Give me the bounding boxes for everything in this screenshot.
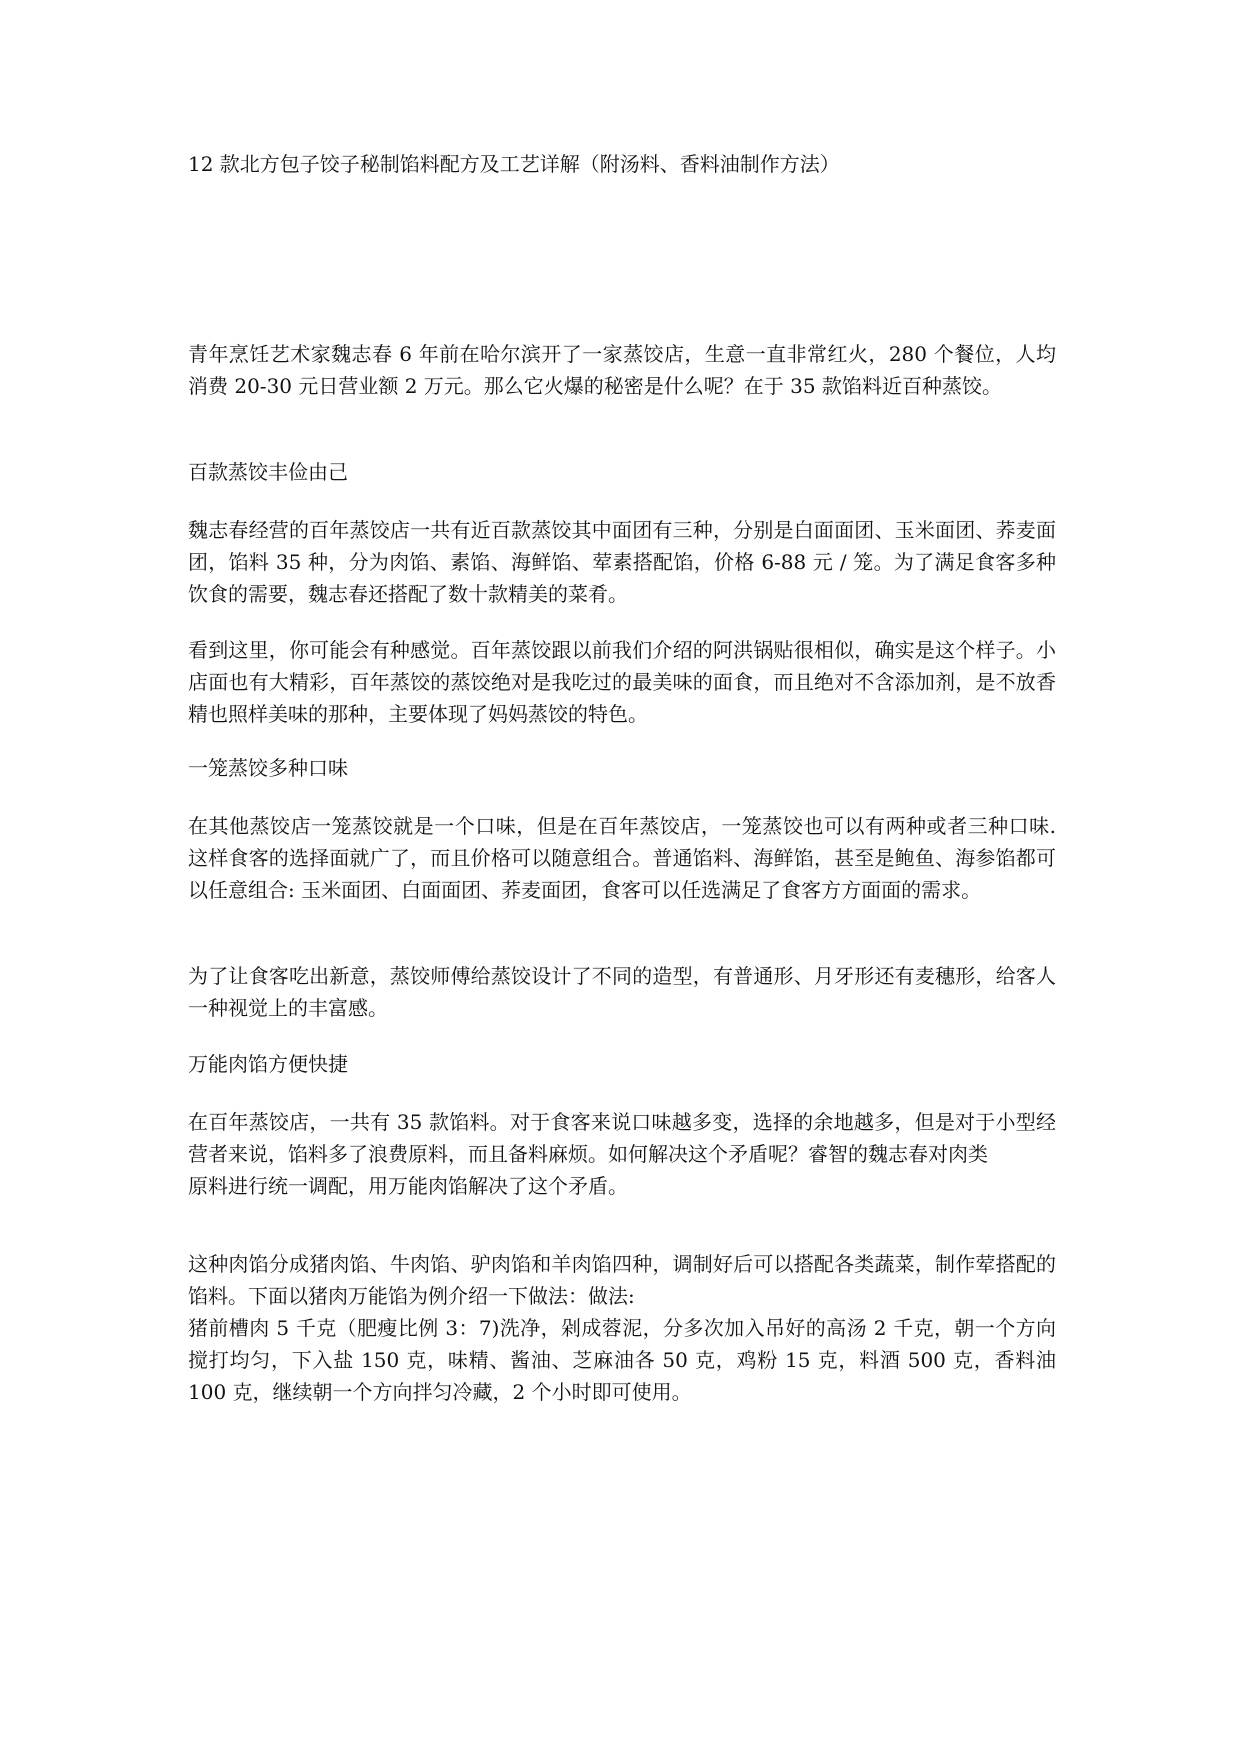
paragraph-text: 魏志春经营的百年蒸饺店一共有近百款蒸饺其中面团有三种，分别是白面面团、玉米面团、荞麦面团，馅料 35 种，分为肉馅、素馅、海鲜馅、荤素搭配馅，价格 6-88 元 / 笼。为了满足食客多种饮食的需要，魏志春还搭配了数十款精美的菜肴。 <box>188 518 1056 606</box>
section-heading-1: 百款蒸饺丰俭由己 <box>188 460 348 484</box>
paragraph-7 <box>188 1248 1056 1408</box>
paragraph-text: 为了让食客吃出新意，蒸饺师傅给蒸饺设计了不同的造型，有普通形、月牙形还有麦穗形，给客人一种视觉上的丰富感。 <box>188 964 1056 1020</box>
paragraph-text: 原料进行统一调配，用万能肉馅解决了这个矛盾。 <box>188 1174 628 1198</box>
paragraph-5 <box>188 960 1056 1024</box>
paragraph-text: 青年烹饪艺术家魏志春 6 年前在哈尔滨开了一家蒸饺店，生意一直非常红火，280 个餐位，人均消费 20-30 元日营业额 2 万元。那么它火爆的秘密是什么呢？在于 35 款馅料近百种蒸饺。 <box>188 342 1056 398</box>
paragraph-6 <box>188 1106 1056 1202</box>
paragraph-text: 在其他蒸饺店一笼蒸饺就是一个口味，但是在百年蒸饺店，一笼蒸饺也可以有两种或者三种口味. 这样食客的选择面就广了，而且价格可以随意组合。普通馅料、海鲜馅，甚至是鲍鱼、海参馅都可以任意组合: 玉米面团、白面面团、荞麦面团，食客可以任选满足了食客方方面面的需求。 <box>188 814 1056 902</box>
paragraph-3 <box>188 634 1056 730</box>
paragraph-text: 在百年蒸饺店，一共有 35 款馅料。对于食客来说口味越多变，选择的余地越多，但是对于小型经营者来说，馅料多了浪费原料，而且备料麻烦。如何解决这个矛盾呢？睿智的魏志春对肉类 <box>188 1110 1056 1166</box>
paragraph-2 <box>188 514 1056 610</box>
paragraph-text: 看到这里，你可能会有种感觉。百年蒸饺跟以前我们介绍的阿洪锅贴很相似，确实是这个样子。小店面也有大精彩，百年蒸饺的蒸饺绝对是我吃过的最美味的面食，而且绝对不含添加剂，是不放香精也照样美味的那种，主要体现了妈妈蒸饺的特色。 <box>188 638 1056 726</box>
section-heading-3: 万能肉馅方便快捷 <box>188 1052 348 1076</box>
paragraph-text: 猪前槽肉 5 千克（肥瘦比例 3：7)洗净，剁成蓉泥，分多次加入吊好的高汤 2 千克，朝一个方向搅打均匀，下入盐 150 克，味精、酱油、芝麻油各 50 克，鸡粉 15 克，料酒 500 克，香料油 100 克，继续朝一个方向拌匀冷藏，2 个小时即可使用。 <box>188 1316 1056 1404</box>
paragraph-intro <box>188 338 1056 402</box>
section-heading-2: 一笼蒸饺多种口味 <box>188 756 348 780</box>
document-title: 12 款北方包子饺子秘制馅料配方及工艺详解（附汤料、香料油制作方法） <box>188 152 840 176</box>
paragraph-4 <box>188 810 1056 906</box>
paragraph-text: 这种肉馅分成猪肉馅、牛肉馅、驴肉馅和羊肉馅四种，调制好后可以搭配各类蔬菜，制作荤搭配的馅料。下面以猪肉万能馅为例介绍一下做法：做法: <box>188 1252 1056 1308</box>
